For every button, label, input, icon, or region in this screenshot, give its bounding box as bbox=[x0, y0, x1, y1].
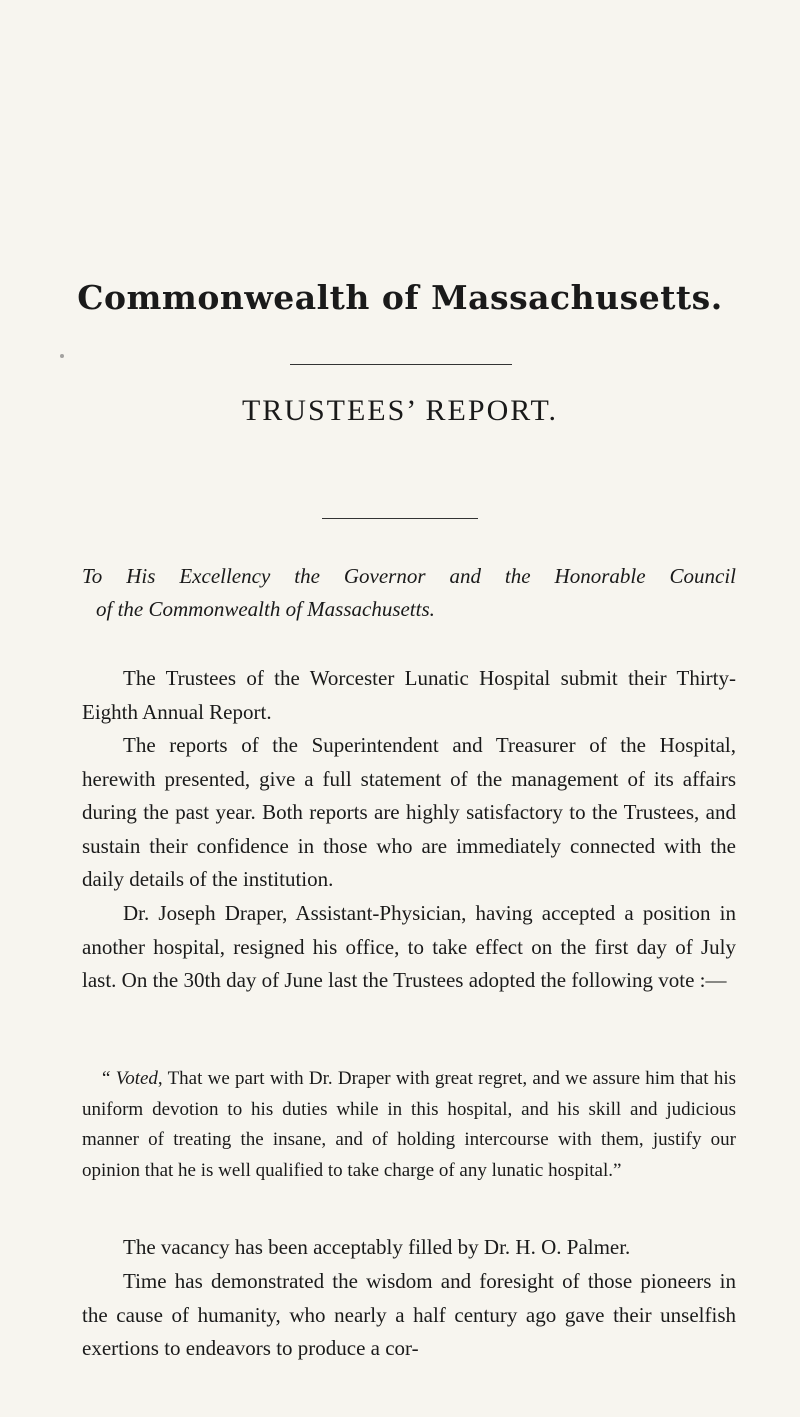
address-line-1: To His Excellency the Governor and the Honorable Council bbox=[82, 564, 736, 588]
quote-open-mark: “ bbox=[102, 1068, 116, 1089]
paragraph-draper: Dr. Joseph Draper, Assistant-Physician, having accepted a position in another hospital, resigned his office, to take effect on the first day of July last. On the 30th day of June last the Trustees adopted the following vote :— bbox=[82, 901, 736, 993]
report-title: TRUSTEES’ REPORT. bbox=[241, 394, 559, 427]
paragraph-reports: The reports of the Superintendent and Treasurer of the Hospital, herewith presented, give a full statement of the management of its affairs during the past year. Both reports are highly satisfactory to the Trustees, and sustain their confidence in those who are immediately connected with the daily details of the institution. bbox=[82, 733, 736, 892]
paragraph-pioneers: Time has demonstrated the wisdom and foresight of those pioneers in the cause of humanity, who nearly a half century ago gave their unselfish exertions to endeavors to produce a cor- bbox=[82, 1269, 736, 1361]
quote-voted-word: Voted bbox=[115, 1068, 158, 1089]
print-speck bbox=[60, 354, 64, 358]
address-line-2: of the Commonwealth of Massachusetts. bbox=[96, 597, 435, 621]
paragraph-vacancy: The vacancy has been acceptably filled by Dr. H. O. Palmer. bbox=[123, 1235, 631, 1259]
quoted-vote bbox=[82, 1064, 736, 1186]
paragraph-intro: The Trustees of the Worcester Lunatic Hospital submit their Thirty-Eighth Annual Report. bbox=[82, 666, 736, 724]
quote-body: , That we part with Dr. Draper with great regret, and we assure him that his uniform devotion to his duties while in this hospital, and his skill and judicious manner of treating the insane, and of holding intercourse with them, justify our opinion that he is well qualified to take charge of any lunatic hospital.” bbox=[82, 1068, 736, 1181]
divider-rule-bottom bbox=[322, 518, 478, 519]
divider-rule-top bbox=[290, 364, 512, 365]
commonwealth-heading: Commonwealth of Massachusetts. bbox=[77, 278, 723, 317]
